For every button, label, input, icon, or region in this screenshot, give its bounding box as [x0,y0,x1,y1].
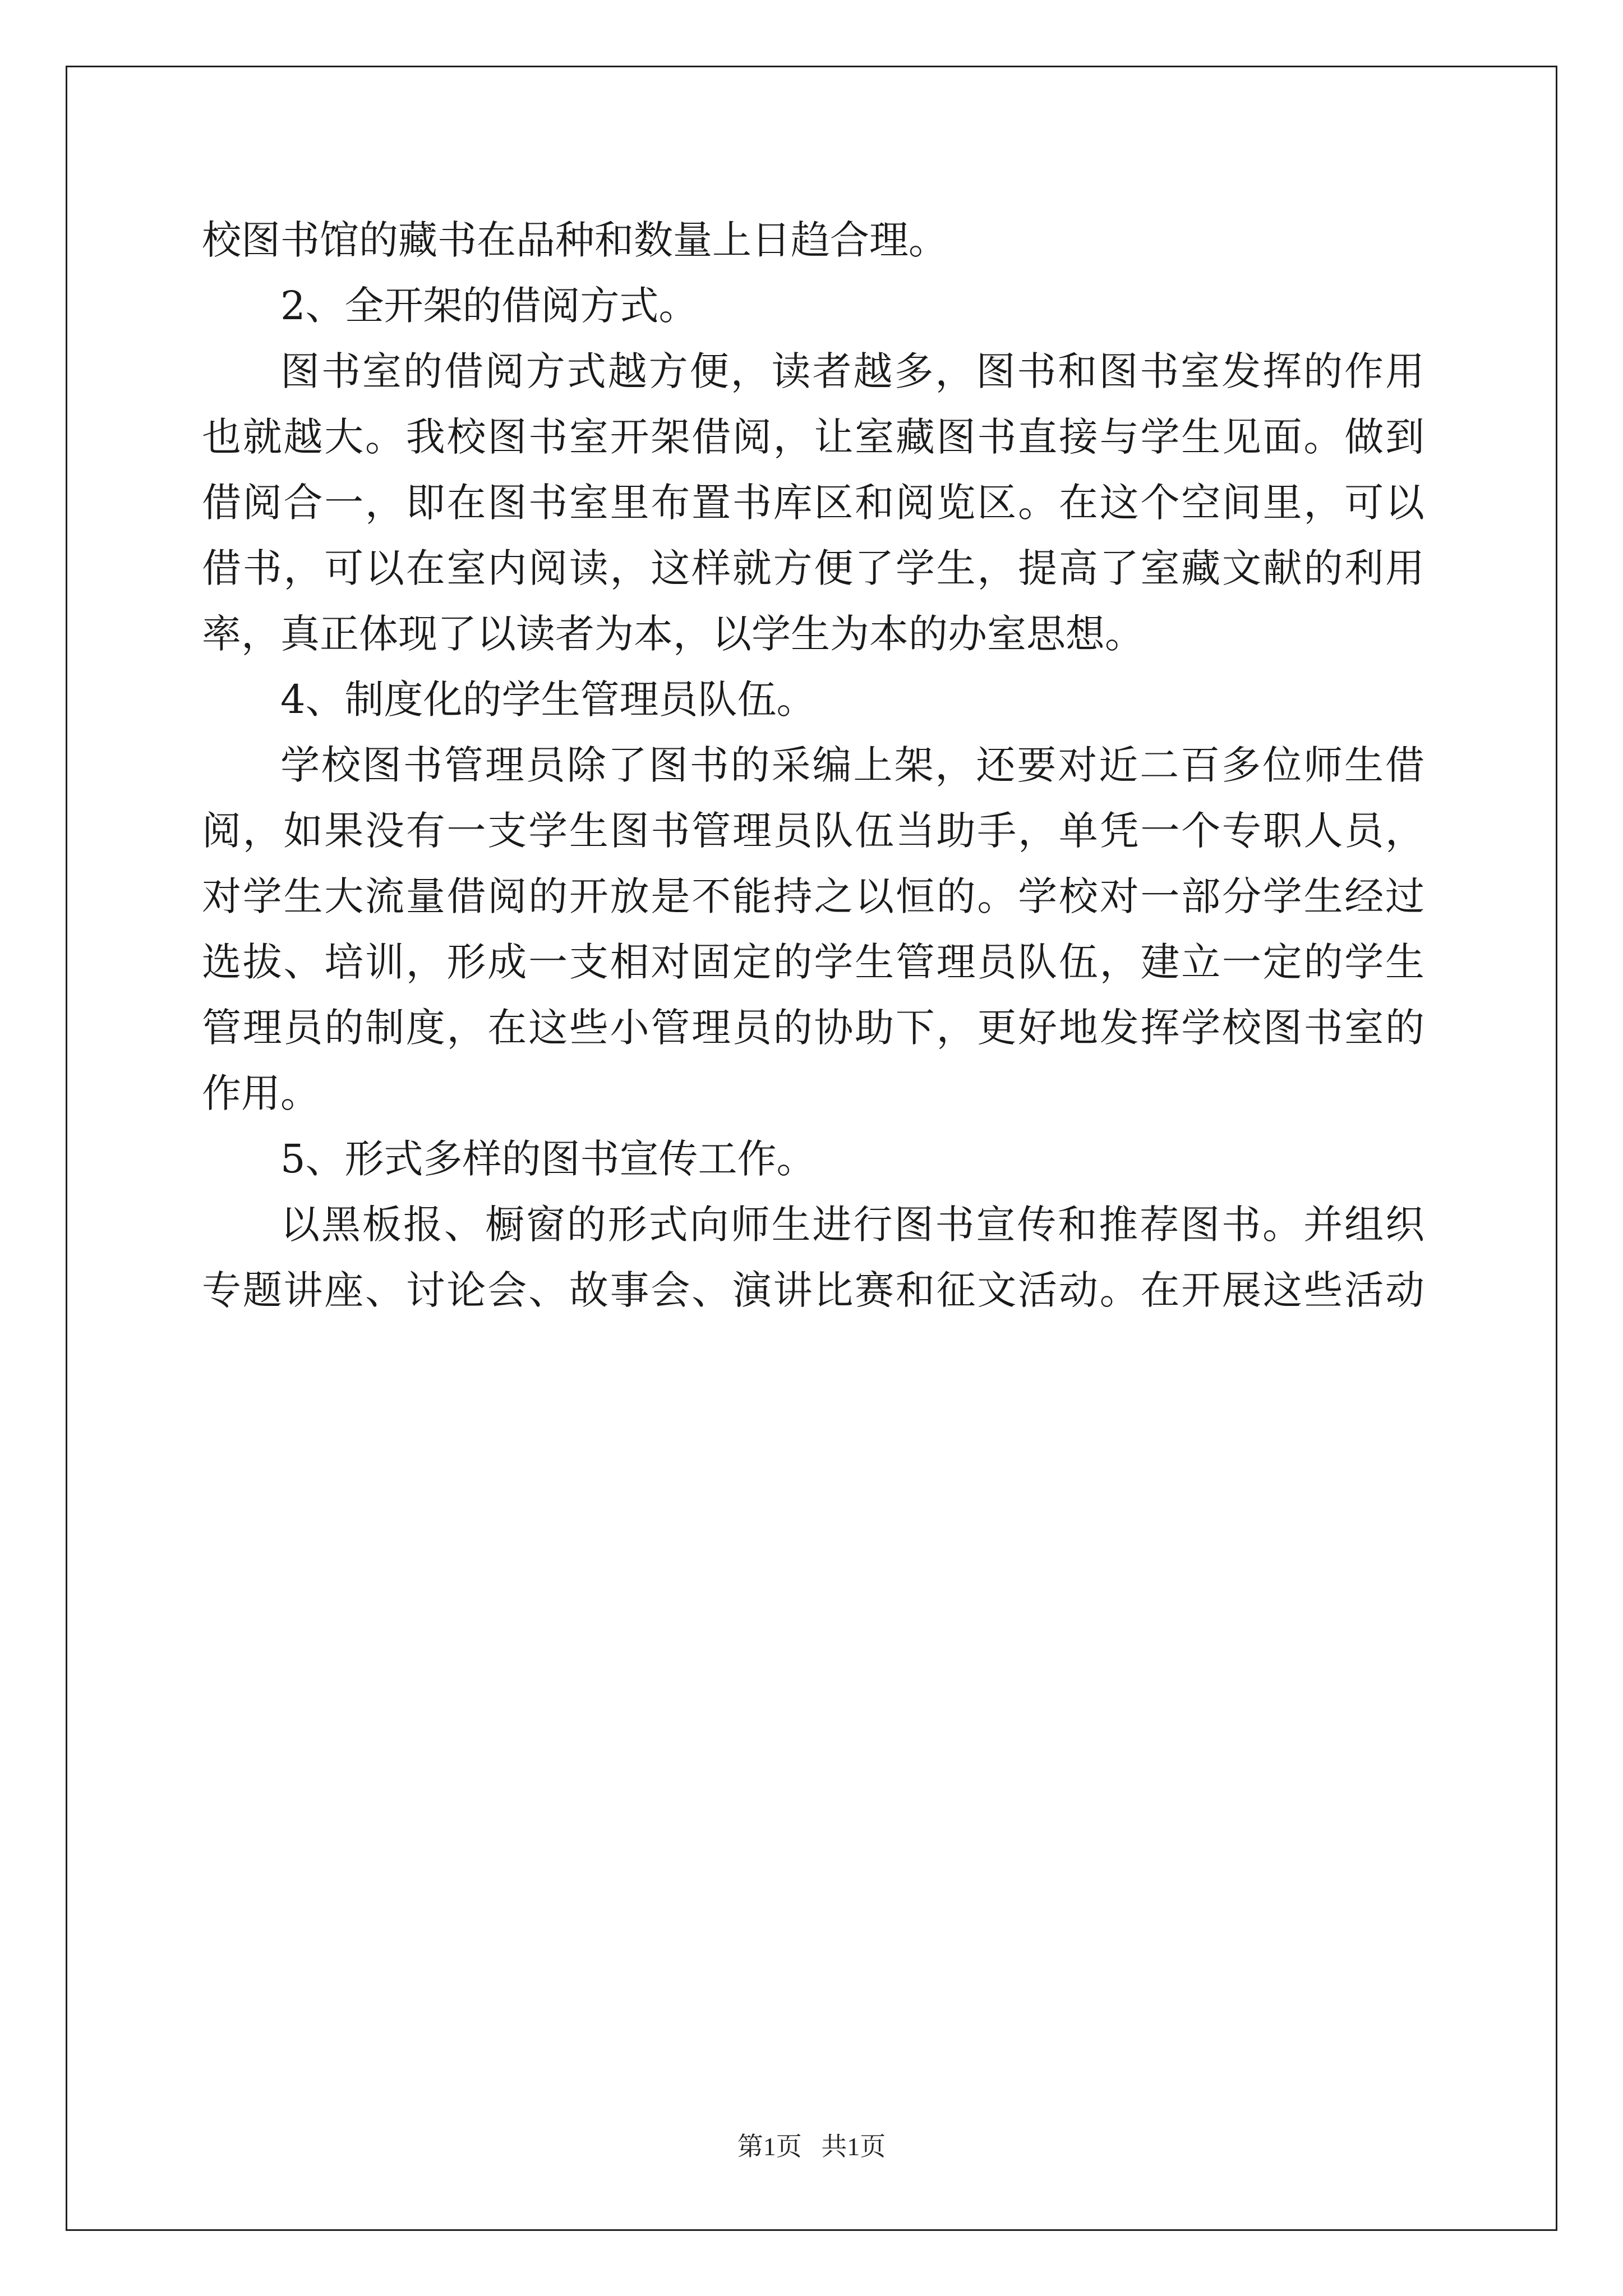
text-line: 2、全开架的借阅方式。 [280,283,698,329]
text-line: 作用。 [202,1070,320,1116]
text-line: 以黑板报、橱窗的形式向师生进行图书宣传和推荐图书。并组织 [280,1202,1424,1248]
page-total: 共1页 [821,2132,886,2161]
text-line: 选拔、培训，形成一支相对固定的学生管理员队伍，建立一定的学生 [202,939,1424,985]
text-line: 借书，可以在室内阅读，这样就方便了学生，提高了室藏文献的利用 [202,545,1424,591]
page-number: 第1页 [737,2132,802,2161]
text-line: 学校图书管理员除了图书的采编上架，还要对近二百多位师生借 [280,742,1424,788]
text-line: 率，真正体现了以读者为本，以学生为本的办室思想。 [202,611,1144,657]
text-line: 4、制度化的学生管理员队伍。 [280,677,816,723]
document-body [202,208,1424,1323]
text-line: 5、形式多样的图书宣传工作。 [280,1136,816,1182]
text-line: 校图书馆的藏书在品种和数量上日趋合理。 [202,217,948,263]
text-line: 也就越大。我校图书室开架借阅，让室藏图书直接与学生见面。做到 [202,414,1424,460]
text-line: 借阅合一，即在图书室里布置书库区和阅览区。在这个空间里，可以 [202,480,1424,526]
text-line: 对学生大流量借阅的开放是不能持之以恒的。学校对一部分学生经过 [202,873,1424,919]
text-line: 阅，如果没有一支学生图书管理员队伍当助手，单凭一个专职人员， [202,808,1424,854]
page-footer [0,2126,1623,2163]
text-line: 图书室的借阅方式越方便，读者越多，图书和图书室发挥的作用 [280,348,1424,394]
text-line: 专题讲座、讨论会、故事会、演讲比赛和征文活动。在开展这些活动 [202,1267,1424,1313]
text-line: 管理员的制度，在这些小管理员的协助下，更好地发挥学校图书室的 [202,1005,1424,1051]
